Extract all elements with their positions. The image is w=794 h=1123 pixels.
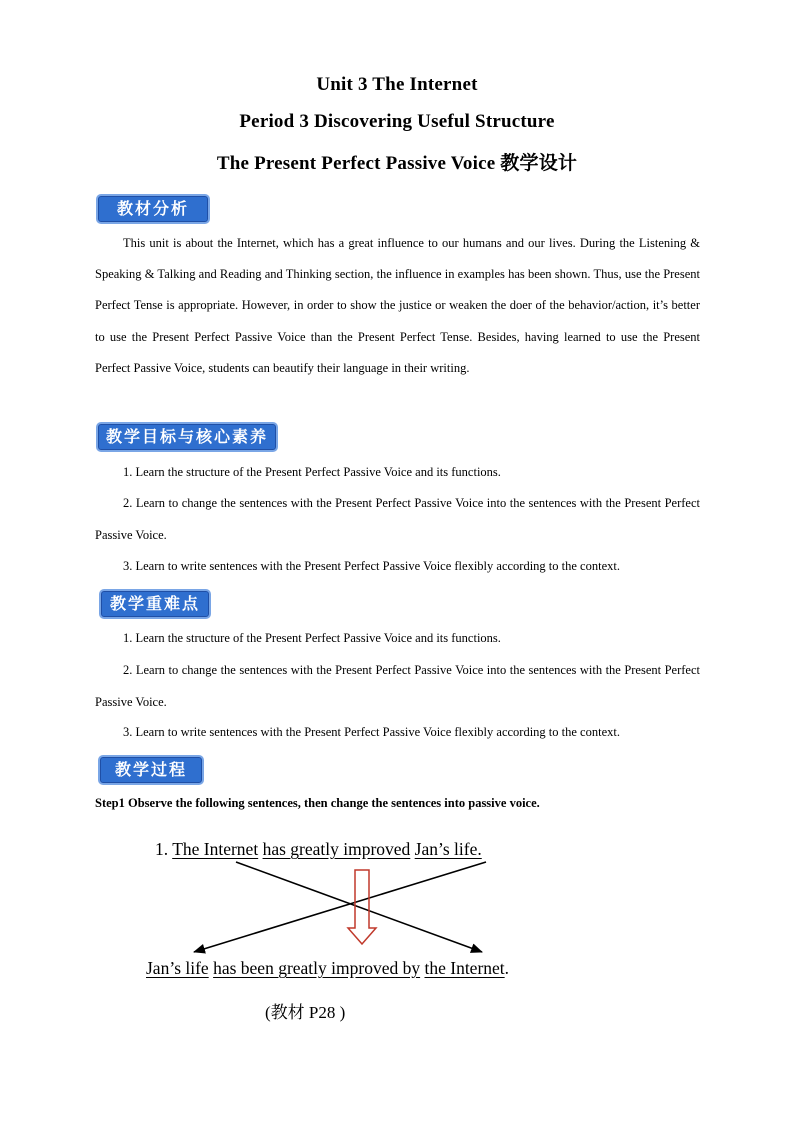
objective-item-1: 1. Learn the structure of the Present Perfect Passive Voice and its functions. bbox=[123, 465, 501, 479]
passive-agent: the Internet bbox=[424, 958, 505, 978]
doc-title-period: Period 3 Discovering Useful Structure bbox=[239, 111, 555, 132]
passive-subject: Jan’s life bbox=[146, 958, 209, 978]
section-badge-objectives: 教学目标与核心素养 bbox=[96, 422, 278, 452]
section-badge-analysis: 教材分析 bbox=[96, 194, 210, 224]
objective-item-3: 3. Learn to write sentences with the Present Perfect Passive Voice flexibly according to the context. bbox=[123, 559, 620, 573]
active-object: Jan’s life. bbox=[414, 839, 482, 859]
active-sentence bbox=[155, 839, 482, 860]
key-point-item-3: 3. Learn to write sentences with the Present Perfect Passive Voice flexibly according to the context. bbox=[123, 725, 620, 739]
doc-title-unit: Unit 3 The Internet bbox=[316, 74, 478, 95]
active-number: 1. bbox=[155, 839, 173, 859]
doc-title-topic: The Present Perfect Passive Voice 教学设计 bbox=[216, 153, 578, 174]
active-verb: has greatly improved bbox=[262, 839, 411, 859]
section-badge-process: 教学过程 bbox=[98, 755, 204, 785]
section-badge-key-points: 教学重难点 bbox=[99, 589, 211, 619]
down-arrow-icon bbox=[348, 870, 376, 944]
key-point-item-2: 2. Learn to change the sentences with the Present Perfect Passive Voice into the sentences with the Present Perfect Passive Voice. bbox=[95, 663, 700, 709]
analysis-paragraph: This unit is about the Internet, which has a great influence to our humans and our lives. During the Listening & Speaking & Talking and Reading and Thinking section, the influence in examples has been shown. Thus, use the Present Perfect Tense is appropriate. However, in order to show the justice or weaken the doer of the behavior/action, it’s better to use the Present Perfect Passive Voice than the Present Perfect Tense. Besides, having learned to use the Present Perfect Passive Voice, students can beautify their language in their writing. bbox=[95, 236, 700, 375]
cross-arrow-object bbox=[194, 862, 486, 952]
passive-period: . bbox=[504, 958, 510, 978]
passive-sentence bbox=[146, 958, 509, 979]
active-subject: The Internet bbox=[172, 839, 259, 859]
textbook-reference: (教材 P28 ) bbox=[265, 1003, 346, 1022]
passive-verb: has been greatly improved by bbox=[213, 958, 421, 978]
step1-instruction: Step1 Observe the following sentences, then change the sentences into passive voice. bbox=[95, 796, 540, 810]
objective-item-2: 2. Learn to change the sentences with the Present Perfect Passive Voice into the sentences with the Present Perfect Passive Voice. bbox=[95, 496, 700, 542]
key-point-item-1: 1. Learn the structure of the Present Perfect Passive Voice and its functions. bbox=[123, 631, 501, 645]
cross-arrow-subject bbox=[236, 862, 482, 952]
